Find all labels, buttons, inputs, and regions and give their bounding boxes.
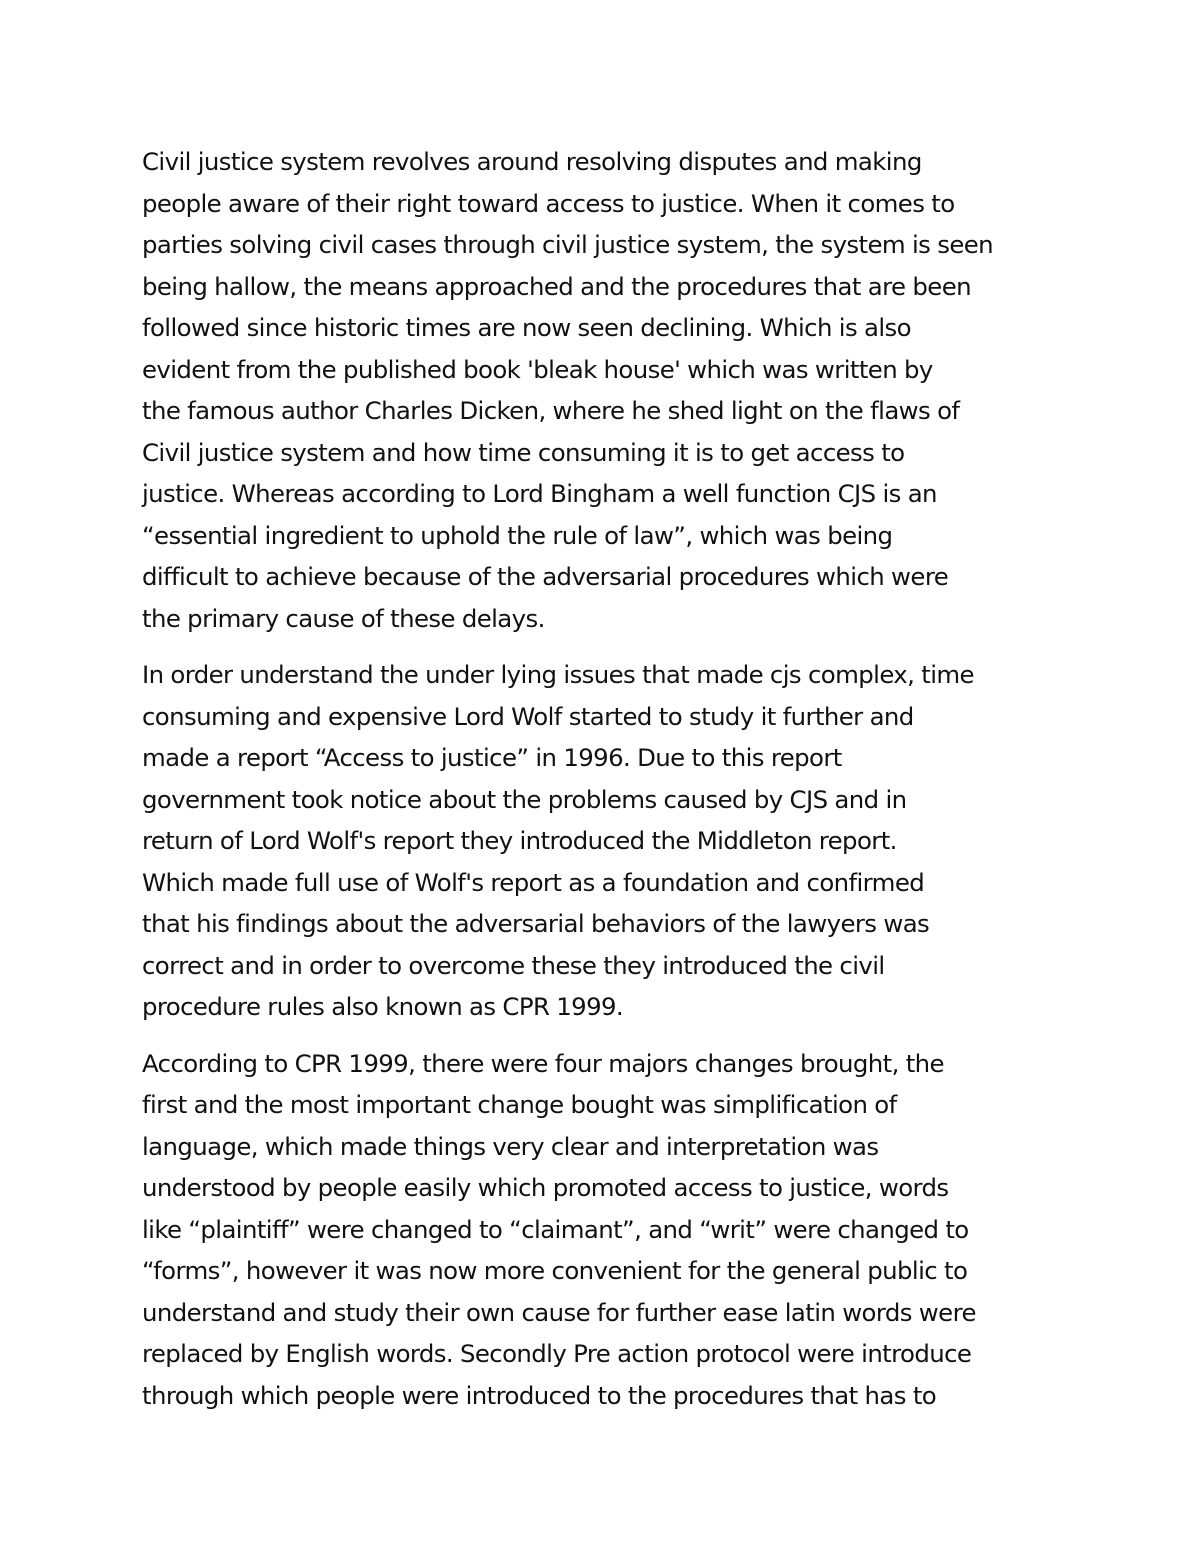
document-body xyxy=(142,141,1072,1431)
text-line: that his findings about the adversarial behaviors of the lawyers was xyxy=(142,909,930,938)
paragraph-3 xyxy=(142,1043,1072,1417)
text-line: consuming and expensive Lord Wolf started to study it further and xyxy=(142,701,914,731)
text-line: people aware of their right toward access to justice. When it comes to xyxy=(142,188,955,218)
text-line: difficult to achieve because of the adversarial procedures which were xyxy=(142,562,949,591)
text-line: “essential ingredient to uphold the rule of law”, which was being xyxy=(142,520,893,550)
text-line: Civil justice system and how time consuming it is to get access to xyxy=(142,437,905,467)
text-line: Civil justice system revolves around resolving disputes and making xyxy=(142,147,922,176)
text-line: evident from the published book 'bleak house' which was written by xyxy=(142,354,933,384)
text-line: through which people were introduced to the procedures that has to xyxy=(142,1380,937,1410)
text-line: made a report “Access to justice” in 1996. Due to this report xyxy=(142,743,842,772)
text-line: the famous author Charles Dicken, where he shed light on the flaws of xyxy=(142,396,960,425)
text-line: first and the most important change bought was simplification of xyxy=(142,1090,897,1119)
text-line: procedure rules also known as CPR 1999. xyxy=(142,992,624,1021)
text-line: correct and in order to overcome these they introduced the civil xyxy=(142,950,885,980)
text-line: government took notice about the problems caused by CJS and in xyxy=(142,784,907,814)
text-line: “forms”, however it was now more convenient for the general public to xyxy=(142,1256,968,1285)
text-line: According to CPR 1999, there were four majors changes brought, the xyxy=(142,1048,944,1078)
text-line: In order understand the under lying issues that made cjs complex, time xyxy=(142,660,974,689)
text-line: language, which made things very clear and interpretation was xyxy=(142,1131,879,1161)
text-line: being hallow, the means approached and the procedures that are been xyxy=(142,271,971,301)
text-line: understand and study their own cause for further ease latin words were xyxy=(142,1297,976,1327)
text-line: justice. Whereas according to Lord Bingham a well function CJS is an xyxy=(142,479,937,508)
text-line: followed since historic times are now seen declining. Which is also xyxy=(142,313,911,342)
text-line: replaced by English words. Secondly Pre action protocol were introduce xyxy=(142,1339,972,1368)
paragraph-2 xyxy=(142,654,1072,1028)
text-line: Which made full use of Wolf's report as a foundation and confirmed xyxy=(142,867,925,897)
text-line: parties solving civil cases through civil justice system, the system is seen xyxy=(142,230,994,259)
text-line: understood by people easily which promoted access to justice, words xyxy=(142,1173,949,1202)
text-line: like “plaintiff” were changed to “claimant”, and “writ” were changed to xyxy=(142,1214,969,1244)
text-line: the primary cause of these delays. xyxy=(142,603,545,633)
text-line: return of Lord Wolf's report they introduced the Middleton report. xyxy=(142,826,897,855)
paragraph-1 xyxy=(142,141,1072,639)
